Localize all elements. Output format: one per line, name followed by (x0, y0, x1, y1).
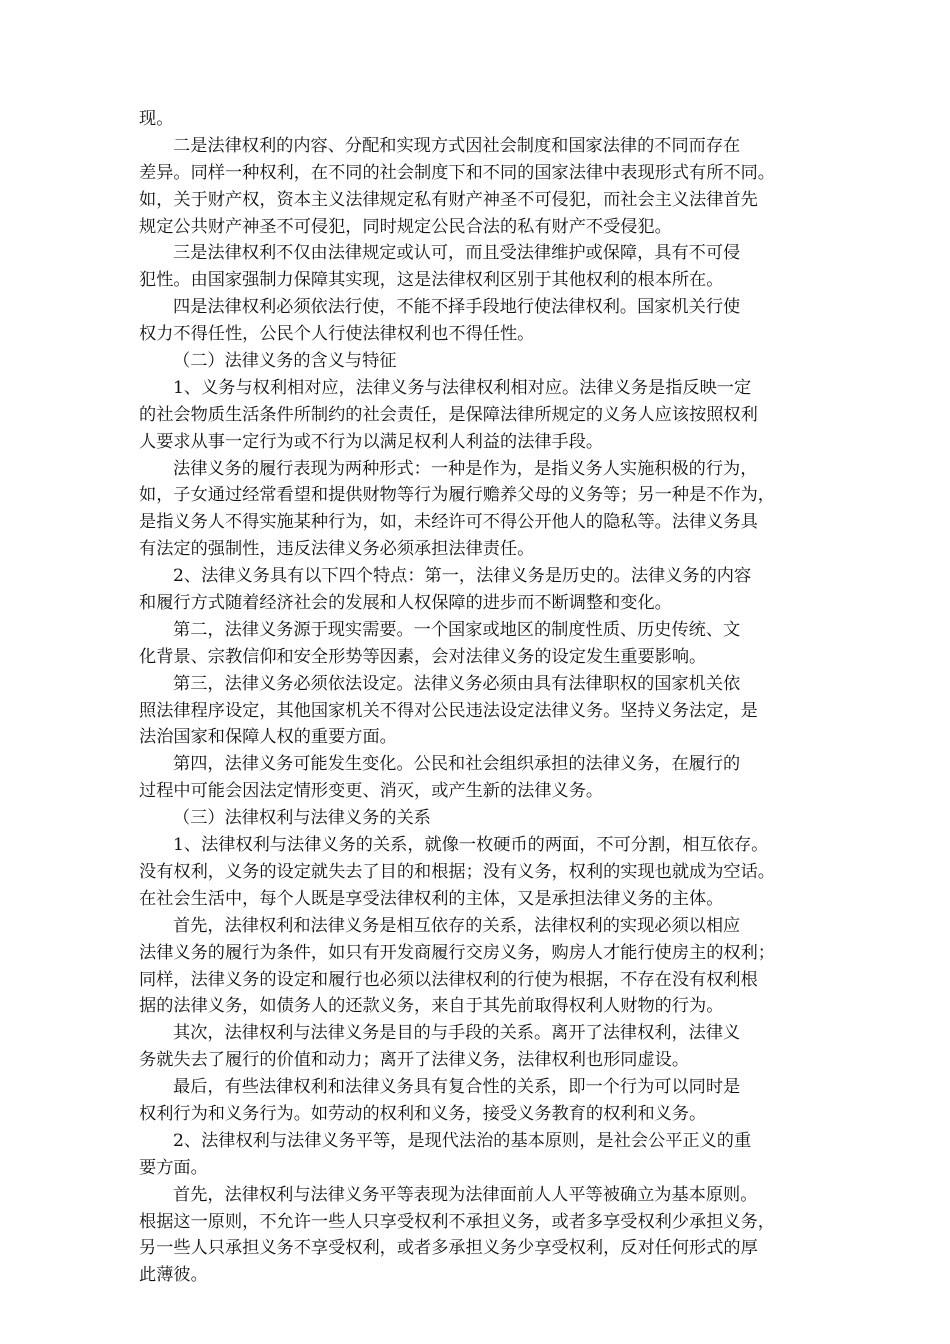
text-line: 是指义务人不得实施某种行为，如，未经许可不得公开他人的隐私等。法律义务具 (139, 512, 758, 533)
section-heading: （三）法律权利与法律义务的关系 (173, 808, 431, 829)
text-line: 差异。同样一种权利，在不同的社会制度下和不同的国家法律中表现形式有所不同。 (139, 162, 775, 183)
text-line: 在社会生活中，每个人既是享受法律权利的主体，又是承担法律义务的主体。 (139, 888, 724, 909)
paragraph-start-line: 2、法律义务具有以下四个特点：第一，法律义务是历史的。法律义务的内容 (173, 566, 752, 587)
text-line: 照法律程序设定，其他国家机关不得对公民违法设定法律义务。坚持义务法定，是 (139, 700, 758, 721)
text-line: 法律义务的履行为条件，如只有开发商履行交房义务，购房人才能行使房主的权利； (139, 942, 775, 963)
text-line: 的社会物质生活条件所制约的社会责任，是保障法律所规定的义务人应该按照权利 (139, 404, 758, 425)
text-line: 此薄彼。 (139, 1265, 208, 1286)
text-line: 权力不得任性，公民个人行使法律权利也不得任性。 (139, 324, 535, 345)
text-line: 法治国家和保障人权的重要方面。 (139, 727, 397, 748)
paragraph-start-line: 最后，有些法律权利和法律义务具有复合性的关系，即一个行为可以同时是 (173, 1077, 741, 1098)
text-line: 没有权利，义务的设定就失去了目的和根据；没有义务，权利的实现也就成为空话。 (139, 861, 775, 882)
text-line: 规定公共财产神圣不可侵犯，同时规定公民合法的私有财产不受侵犯。 (139, 216, 672, 237)
paragraph-start-line: 三是法律权利不仅由法律规定或认可，而且受法律维护或保障，具有不可侵 (173, 243, 741, 264)
text-line: 人要求从事一定行为或不行为以满足权利人利益的法律手段。 (139, 431, 604, 452)
paragraph-start-line: 首先，法律权利与法律义务平等表现为法律面前人人平等被确立为基本原则。 (173, 1184, 758, 1205)
text-line: 务就失去了履行的价值和动力；离开了法律义务，法律权利也形同虚设。 (139, 1050, 690, 1071)
paragraph-start-line: 四是法律权利必须依法行使，不能不择手段地行使法律权利。国家机关行使 (173, 297, 741, 318)
text-line: 犯性。由国家强制力保障其实现，这是法律权利区别于其他权利的根本所在。 (139, 270, 724, 291)
text-line: 据的法律义务，如债务人的还款义务，来自于其先前取得权利人财物的行为。 (139, 996, 724, 1017)
text-line: 现。 (139, 109, 174, 129)
text-line: 同样，法律义务的设定和履行也必须以法律权利的行使为根据，不存在没有权利根 (139, 969, 758, 990)
paragraph-start-line: 1、义务与权利相对应，法律义务与法律权利相对应。法律义务是指反映一定 (173, 377, 752, 398)
paragraph-start-line: 二是法律权利的内容、分配和实现方式因社会制度和国家法律的不同而存在 (173, 135, 741, 156)
paragraph-start-line: 其次，法律权利与法律义务是目的与手段的关系。离开了法律权利，法律义 (173, 1023, 741, 1044)
text-line: 如，子女通过经常看望和提供财物等行为履行赡养父母的义务等；另一种是不作为， (139, 485, 775, 506)
text-line: 要方面。 (139, 1157, 208, 1178)
text-line: 权利行为和义务行为。如劳动的权利和义务，接受义务教育的权利和义务。 (139, 1103, 707, 1124)
paragraph-start-line: 第三，法律义务必须依法设定。法律义务必须由具有法律职权的国家机关依 (173, 673, 741, 694)
text-line: 有法定的强制性，违反法律义务必须承担法律责任。 (139, 539, 535, 560)
text-line: 根据这一原则，不允许一些人只享受权利不承担义务，或者多享受权利少承担义务， (139, 1211, 775, 1232)
text-line: 化背景、宗教信仰和安全形势等因素，会对法律义务的设定发生重要影响。 (139, 646, 707, 667)
section-heading: （二）法律义务的含义与特征 (173, 351, 397, 372)
paragraph-start-line: 2、法律权利与法律义务平等，是现代法治的基本原则，是社会公平正义的重 (173, 1130, 752, 1151)
paragraph-start-line: 首先，法律权利和法律义务是相互依存的关系，法律权利的实现必须以相应 (173, 915, 741, 936)
paragraph-start-line: 第二，法律义务源于现实需要。一个国家或地区的制度性质、历史传统、文 (173, 619, 741, 640)
document-body (139, 106, 827, 1289)
text-line: 过程中可能会因法定情形变更、消灭，或产生新的法律义务。 (139, 781, 604, 802)
paragraph-start-line: 第四，法律义务可能发生变化。公民和社会组织承担的法律义务，在履行的 (173, 754, 741, 775)
paragraph-start-line: 1、法律权利与法律义务的关系，就像一枚硬币的两面，不可分割，相互依存。 (173, 835, 769, 856)
text-line: 如，关于财产权，资本主义法律规定私有财产神圣不可侵犯，而社会主义法律首先 (139, 189, 758, 210)
text-line: 和履行方式随着经济社会的发展和人权保障的进步而不断调整和变化。 (139, 593, 672, 614)
text-line: 另一些人只承担义务不享受权利，或者多承担义务少享受权利，反对任何形式的厚 (139, 1238, 758, 1259)
paragraph-start-line: 法律义务的履行表现为两种形式：一种是作为，是指义务人实施积极的行为， (173, 458, 758, 479)
